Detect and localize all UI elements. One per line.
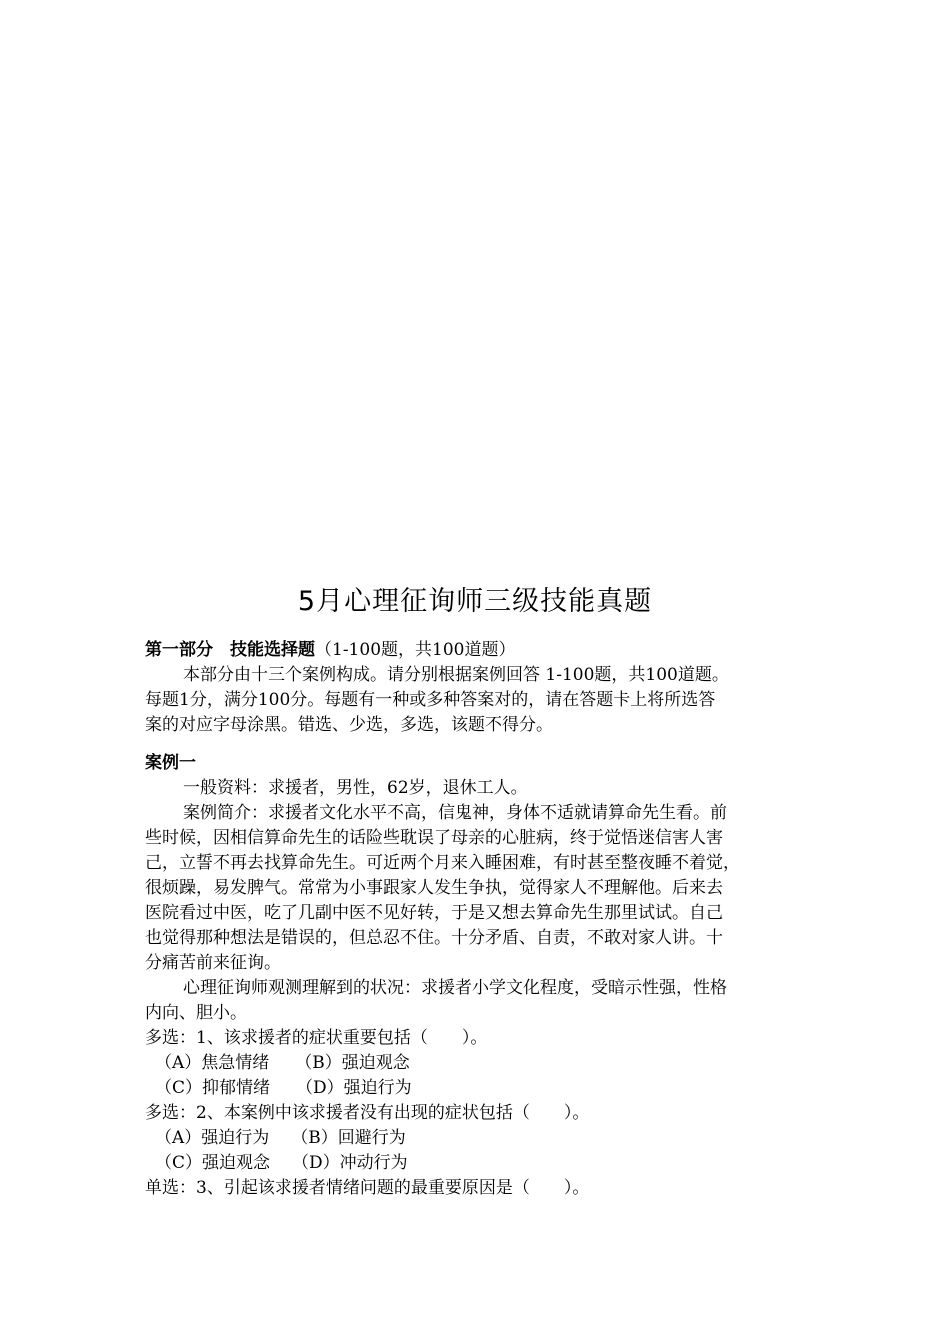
- case-observation-line: 内向、胆小。: [145, 1003, 247, 1023]
- option-row: [145, 1126, 835, 1151]
- part-intro-line: 案的对应字母涂黑。错选、少选，多选，该题不得分。: [145, 715, 553, 735]
- option-row: [145, 1051, 835, 1076]
- case-intro-line: 医院看过中医，吃了几副中医不见好转，于是又想去算命先生那里试试。自己: [145, 903, 723, 923]
- option-a[interactable]: （A）焦急情绪: [155, 1053, 270, 1073]
- option-d[interactable]: （D）强迫行为: [296, 1078, 412, 1098]
- question-stem-1: 多选：1、该求援者的症状重要包括（ ）。: [145, 1028, 488, 1048]
- option-row: [145, 1076, 835, 1101]
- part-intro-line: 每题1分，满分100分。每题有一种或多种答案对的，请在答题卡上将所选答: [145, 690, 716, 710]
- case-intro-line: 己，立誓不再去找算命先生。可近两个月来入睡困难，有时甚至整夜睡不着觉，: [145, 853, 740, 873]
- option-b[interactable]: （B）回避行为: [291, 1128, 406, 1148]
- case-intro-line: 也觉得那种想法是错误的，但总忍不住。十分矛盾、自责，不敢对家人讲。十: [145, 928, 723, 948]
- case-intro-line: 很烦躁，易发脾气。常常为小事跟家人发生争执，觉得家人不理解他。后来去: [145, 878, 723, 898]
- case-intro-line: 些时候，因相信算命先生的话险些耽误了母亲的心脏病，终于觉悟迷信害人害: [145, 828, 723, 848]
- option-a[interactable]: （A）强迫行为: [155, 1128, 270, 1148]
- page-title: 5月心理征询师三级技能真题: [297, 586, 653, 617]
- option-c[interactable]: （C）抑郁情绪: [155, 1078, 271, 1098]
- option-b[interactable]: （B）强迫观念: [295, 1053, 410, 1073]
- document-body: [145, 638, 835, 1201]
- question-stem-3: 单选：3、引起该求援者情绪问题的最重要原因是（ ）。: [145, 1178, 590, 1198]
- option-row: [145, 1151, 835, 1176]
- part-heading-line: [145, 638, 835, 663]
- case-intro-line: 案例简介：求援者文化水平不高，信鬼神，身体不适就请算命先生看。前: [183, 803, 727, 823]
- case-observation-line: 心理征询师观测理解到的状况：求援者小学文化程度，受暗示性强，性格: [183, 978, 727, 998]
- part-note: （1-100题，共100道题）: [315, 640, 516, 660]
- case-intro-line: 分痛苦前来征询。: [145, 953, 281, 973]
- case-heading: 案例一: [145, 753, 196, 773]
- option-c[interactable]: （C）强迫观念: [155, 1153, 271, 1173]
- question-stem-2: 多选：2、本案例中该求援者没有出现的症状包括（ ）。: [145, 1103, 590, 1123]
- spacer: [145, 738, 835, 751]
- option-d[interactable]: （D）冲动行为: [292, 1153, 408, 1173]
- part-intro-line: 本部分由十三个案例构成。请分别根据案例回答 1-100题，共100道题。: [183, 665, 729, 685]
- case-general-info: 一般资料：求援者，男性，62岁，退休工人。: [183, 778, 528, 798]
- part-heading: 第一部分 技能选择题: [145, 640, 315, 660]
